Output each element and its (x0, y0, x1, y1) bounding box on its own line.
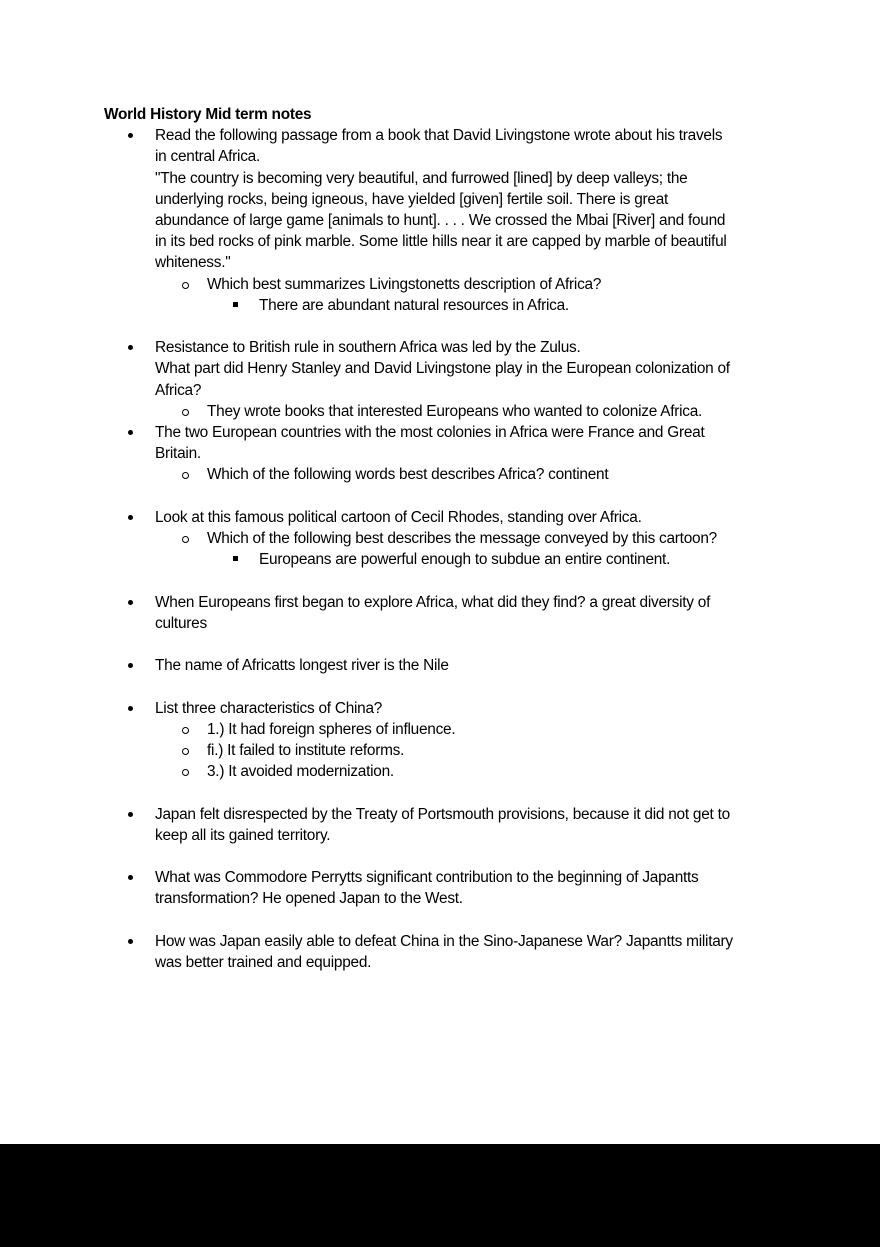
text-line: cultures (155, 614, 207, 632)
blank-line (104, 316, 784, 337)
sub-list-item (104, 401, 784, 422)
text-line: There are abundant natural resources in Africa. (259, 296, 569, 314)
text-line: How was Japan easily able to defeat China in the Sino-Japanese War? Japantts military (155, 932, 733, 950)
sub-sub-list-item (104, 295, 784, 316)
list-item (104, 804, 784, 846)
list-item (104, 422, 784, 464)
blank-line (104, 570, 784, 591)
text-line: Read the following passage from a book that David Livingstone wrote about his travels (155, 127, 723, 145)
text-line: abundance of large game [animals to hunt]. . . . We crossed the Mbai [River] and found (155, 212, 726, 229)
text-line: What was Commodore Perrytts significant contribution to the beginning of Japantts (155, 869, 699, 887)
document-body (104, 104, 784, 973)
blank-line (104, 634, 784, 655)
sub-sub-list-item (104, 549, 784, 570)
text-line: whiteness." (155, 254, 231, 272)
sub-list-item (104, 719, 784, 740)
text-line: Look at this famous political cartoon of Cecil Rhodes, standing over Africa. (155, 508, 642, 526)
text-line: in central Africa. (155, 148, 260, 166)
blank-line (104, 846, 784, 867)
list-item (104, 698, 784, 719)
text-line: Which of the following words best describes Africa? continent (207, 466, 609, 484)
text-line: in its bed rocks of pink marble. Some little hills near it are capped by marble of beautiful (155, 233, 727, 251)
text-line: underlying rocks, being igneous, have yielded [given] fertile soil. There is great (155, 190, 669, 208)
list-item (104, 337, 784, 401)
list-item (104, 125, 784, 273)
text-line: Japan felt disrespected by the Treaty of Portsmouth provisions, because it did not get to (155, 805, 730, 823)
bottom-black-band (0, 1144, 880, 1247)
text-line: was better trained and equipped. (155, 953, 372, 971)
list-item (104, 931, 784, 973)
sub-list-item (104, 274, 784, 295)
text-line: The name of Africatts longest river is the Nile (155, 657, 449, 675)
list-item (104, 507, 784, 528)
text-line: Britain. (155, 445, 201, 463)
list-item (104, 867, 784, 909)
text-line: 1.) It had foreign spheres of influence. (207, 720, 456, 738)
text-line: Which best summarizes Livingstonetts description of Africa? (207, 275, 602, 293)
text-line: "The country is becoming very beautiful, and furrowed [lined] by deep valleys; the (155, 169, 688, 187)
sub-list-item (104, 528, 784, 549)
text-line: transformation? He opened Japan to the West. (155, 890, 463, 908)
text-line: Which of the following best describes the message conveyed by this cartoon? (207, 530, 717, 548)
text-line: When Europeans first began to explore Africa, what did they find? a great diversity of (155, 593, 711, 611)
text-line: The two European countries with the most colonies in Africa were France and Great (155, 424, 705, 442)
sub-list-item (104, 740, 784, 761)
text-line: What part did Henry Stanley and David Livingstone play in the European colonization of (155, 360, 730, 378)
document-title: World History Mid term notes (104, 106, 312, 123)
text-line: Europeans are powerful enough to subdue an entire continent. (259, 551, 671, 569)
notes-list (104, 125, 784, 973)
blank-line (104, 782, 784, 803)
text-line: List three characteristics of China? (155, 699, 383, 717)
text-line: 3.) It avoided modernization. (207, 763, 394, 781)
sub-list-item (104, 464, 784, 485)
text-line: Africa? (155, 381, 202, 399)
list-item (104, 592, 784, 634)
blank-line (104, 910, 784, 931)
text-line: fi.) It failed to institute reforms. (207, 742, 405, 759)
list-item (104, 655, 784, 676)
blank-line (104, 676, 784, 697)
text-line: keep all its gained territory. (155, 826, 331, 844)
sub-list-item (104, 761, 784, 782)
blank-line (104, 486, 784, 507)
text-line: Resistance to British rule in southern Africa was led by the Zulus. (155, 339, 581, 357)
text-line: They wrote books that interested Europeans who wanted to colonize Africa. (207, 402, 703, 420)
